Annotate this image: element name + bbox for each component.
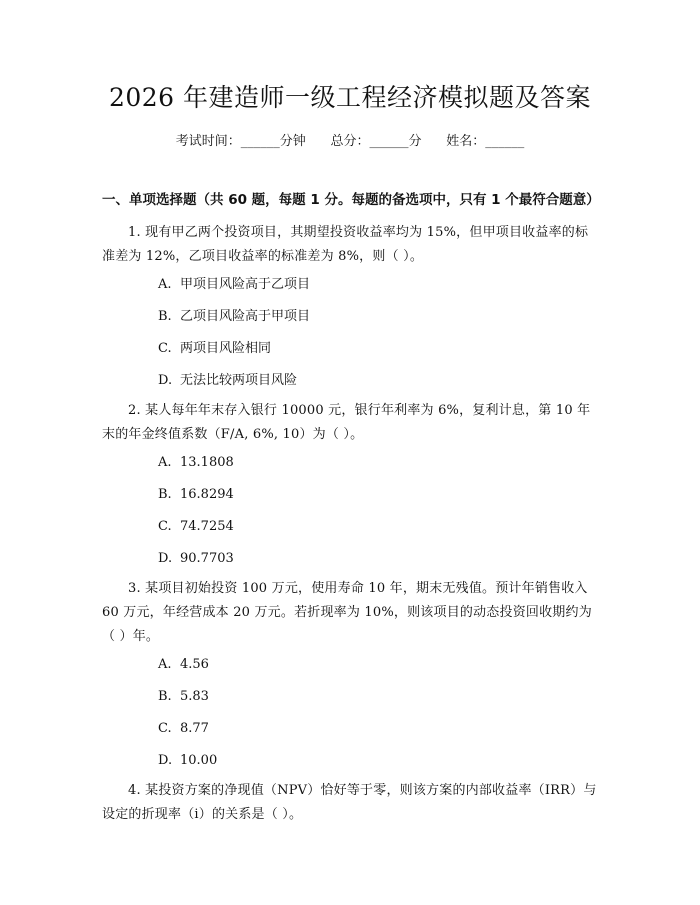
question-2-option-a: A. 13.1808 <box>158 455 234 470</box>
document-title: 2026 年建造师一级工程经济模拟题及答案 <box>108 83 592 112</box>
question-2-option-b: B. 16.8294 <box>158 487 234 502</box>
question-2-option-c: C. 74.7254 <box>158 519 234 534</box>
question-3-option-d: D. 10.00 <box>158 753 218 768</box>
question-2: 2. 某人每年年末存入银行 10000 元，银行年利率为 6%，复利计息，第 10 年末的年金终值系数（F/A, 6%, 10）为（ ）。 <box>102 403 591 442</box>
question-3-option-b: B. 5.83 <box>158 689 209 704</box>
question-1-option-a: A. 甲项目风险高于乙项目 <box>158 277 311 292</box>
question-1-option-b: B. 乙项目风险高于甲项目 <box>158 309 311 324</box>
question-1-option-d: D. 无法比较两项目风险 <box>158 373 298 388</box>
question-4: 4. 某投资方案的净现值（NPV）恰好等于零，则该方案的内部收益率（IRR）与设定的折现率（i）的关系是（ ）。 <box>102 783 597 822</box>
section-heading: 一、单项选择题（共 60 题，每题 1 分。每题的备选项中，只有 1 个最符合题意） <box>102 192 600 208</box>
question-3-option-a: A. 4.56 <box>158 657 209 672</box>
exam-info-line: 考试时间：______分钟 总分：______分 姓名：______ <box>175 134 525 149</box>
question-2-option-d: D. 90.7703 <box>158 551 234 566</box>
question-1-option-c: C. 两项目风险相同 <box>158 341 272 356</box>
question-3: 3. 某项目初始投资 100 万元，使用寿命 10 年，期末无残值。预计年销售收入 60 万元，年经营成本 20 万元。若折现率为 10%，则该项目的动态投资回收期约为（ ）年。 <box>102 581 592 644</box>
question-1: 1. 现有甲乙两个投资项目，其期望投资收益率均为 15%，但甲项目收益率的标准差为 12%，乙项目收益率的标准差为 8%，则（ ）。 <box>102 225 589 264</box>
question-3-option-c: C. 8.77 <box>158 721 209 736</box>
